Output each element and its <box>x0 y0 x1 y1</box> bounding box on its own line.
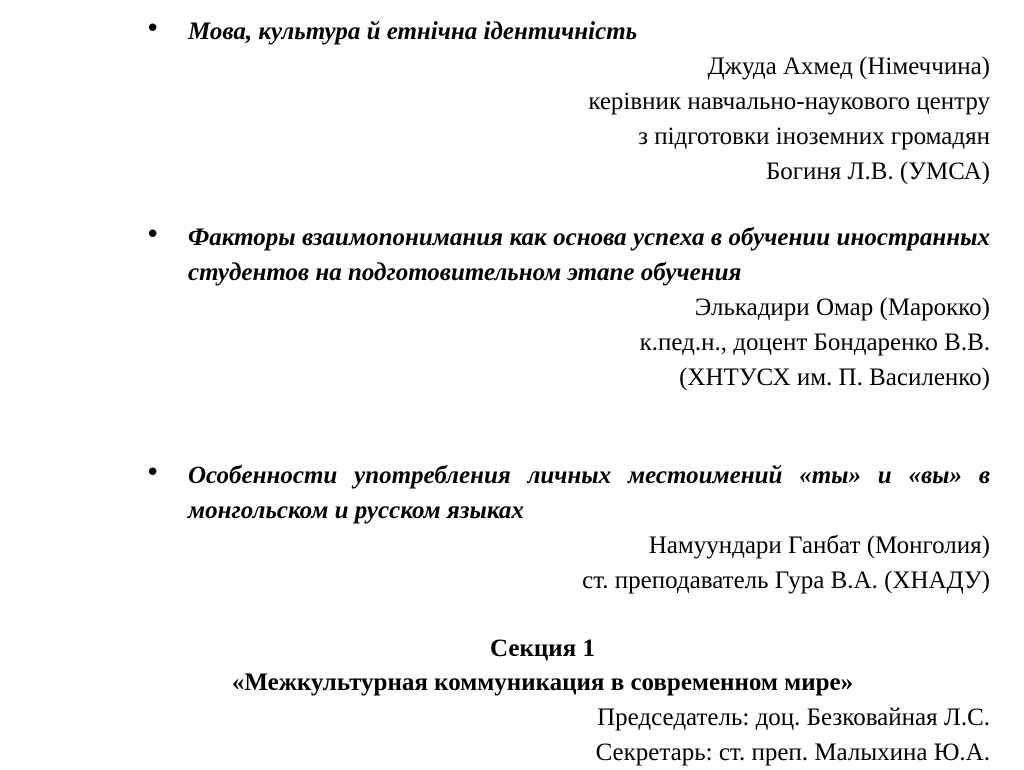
section-officers <box>140 700 990 770</box>
author-line: ст. преподаватель Гура В.А. (ХНАДУ) <box>582 567 990 594</box>
section-name: «Межкультурная коммуникация в современном мире» <box>231 669 854 696</box>
bullet-icon: • <box>145 220 161 250</box>
author-line: з підготовки іноземних громадян <box>638 123 990 150</box>
program-entry <box>140 220 990 395</box>
author-line: (ХНТУСХ им. П. Василенко) <box>679 364 990 391</box>
entry-topic: Факторы взаимопонимания как основа успеха в обучении иностранных студентов на подготовительном этапе обучения <box>188 224 990 286</box>
section-number: Секция 1 <box>490 635 595 662</box>
section-secretary: Секретарь: ст. преп. Малыхина Ю.А. <box>595 739 990 766</box>
entry-topic: Особенности употребления личных местоимений «ты» и «вы» в монгольском и русском языках <box>188 462 990 524</box>
entry-topic: Мова, культура й етнічна ідентичність <box>188 18 638 45</box>
bullet-icon: • <box>145 14 161 44</box>
bullet-icon: • <box>145 458 161 488</box>
author-line: Джуда Ахмед (Німеччина) <box>707 53 990 80</box>
author-line: Элькадири Омар (Марокко) <box>694 294 990 321</box>
section-chair: Председатель: доц. Безковайная Л.С. <box>597 704 990 731</box>
author-line: к.пед.н., доцент Бондаренко В.В. <box>639 329 990 356</box>
author-line: керівник навчально-наукового центру <box>588 88 990 115</box>
program-entry <box>140 458 990 598</box>
author-line: Богиня Л.В. (УМСА) <box>765 158 990 185</box>
program-entry <box>140 14 990 189</box>
author-line: Намуундари Ганбат (Монголия) <box>648 532 990 559</box>
